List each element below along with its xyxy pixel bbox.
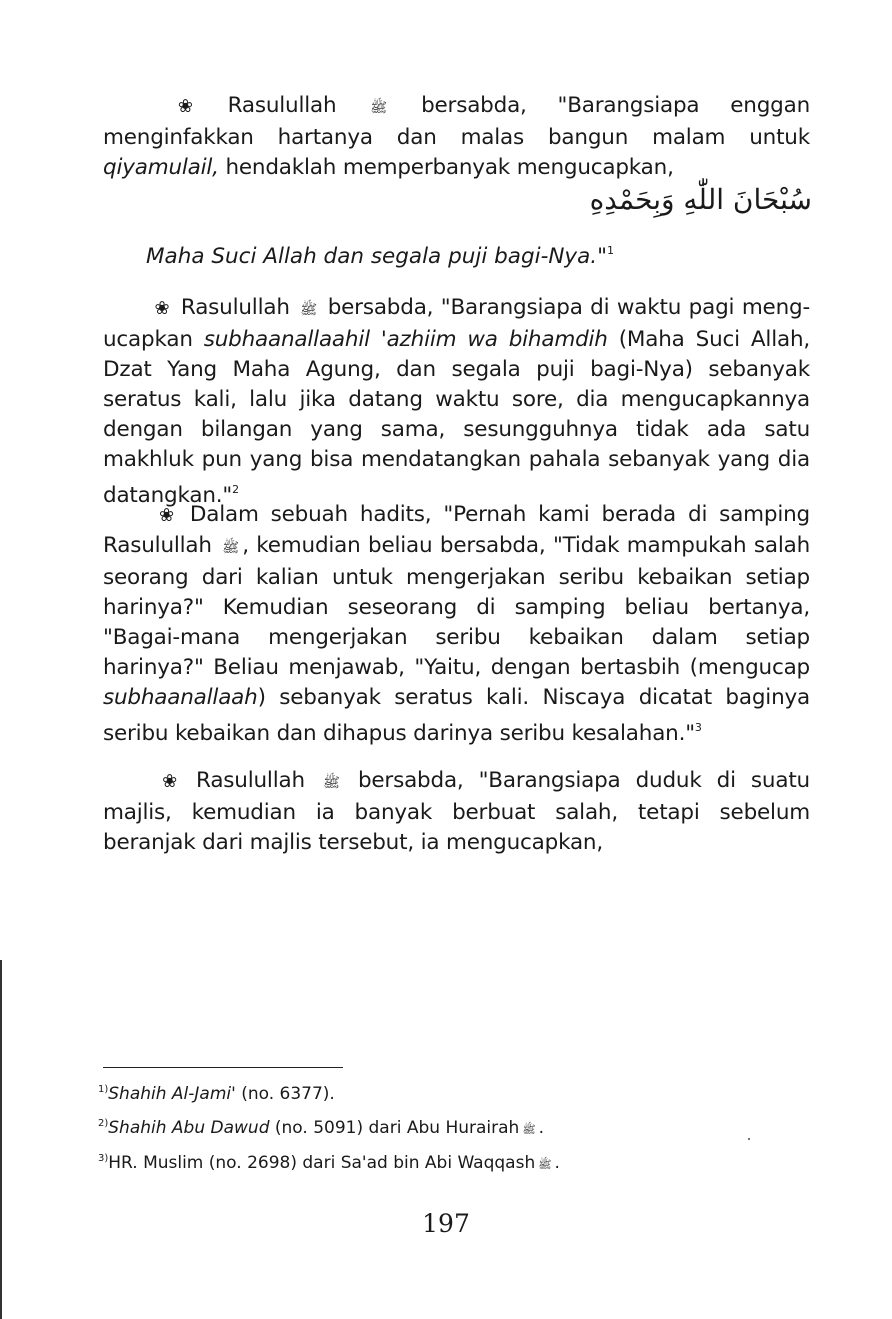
translation-line	[146, 244, 614, 269]
page-number: 197	[422, 1209, 470, 1238]
arabic-dhikr: سُبْحَانَ اللّٰهِ وَبِحَمْدِهِ	[589, 183, 812, 216]
paragraph-text: Rasulullah	[227, 93, 337, 118]
footnote-ref: 2	[232, 483, 239, 496]
salawat-honorific-icon: ﷺ	[322, 775, 340, 791]
italic-term: qiyamulail,	[103, 155, 219, 180]
salawat-honorific-icon: ﷺ	[370, 100, 388, 116]
footnote-text: .	[554, 1153, 560, 1173]
footnote-item	[98, 1144, 560, 1179]
paragraph-text: Rasulullah	[180, 295, 290, 320]
footnote-item	[98, 1109, 560, 1144]
paragraph-text: hendaklah memperbanyak mengucapkan,	[225, 155, 674, 180]
footnote-ref: 3	[694, 721, 702, 734]
paragraph-text: (Maha Suci Allah, Dzat Yang Maha Agung, dan segala puji bagi-Nya) sebanyak seratus kali, lalu jika datang waktu sore, dia mengucapkannya dengan bilangan yang sama, sesungguhnya tidak ada satu makhluk pun yang bisa mendatangkan pahala sebanyak yang dia datangkan."	[103, 327, 810, 508]
radhiyallahu-honorific-icon: ﷺ	[522, 1123, 536, 1136]
flower-ornament-icon: ❀	[177, 96, 193, 117]
paragraph-text: Dalam sebuah hadits, "Pernah kami berada di samping Rasulullah	[103, 502, 811, 558]
scan-edge-line	[0, 960, 2, 1319]
paragraph-text: Rasulullah	[196, 768, 305, 793]
paragraph-4	[103, 766, 810, 858]
paragraph-text: , kemudian beliau bersabda, "Tidak mampukah salah seorang dari kalian untuk mengerjakan seribu kebaikan setiap harinya?" Kemudian seseorang di samping beliau bertanya, "Bagai-mana mengerjakan seribu kebaikan dalam setiap harinya?" Beliau menjawab, "Yaitu, dengan bertasbih (mengucap	[103, 533, 810, 680]
footnote-number: 3)	[98, 1153, 109, 1164]
flower-ornament-icon: ❀	[154, 298, 170, 319]
footnote-text: (no. 5091) dari Abu Hurairah	[269, 1118, 520, 1138]
translation-text: Maha Suci Allah dan segala puji bagi-Nya."	[146, 244, 608, 269]
footnote-number: 1)	[98, 1084, 109, 1095]
footnote-item	[98, 1075, 560, 1109]
paragraph-1	[103, 91, 810, 183]
paragraph-3	[103, 500, 810, 749]
paragraph-text: bersabda, "Barangsiapa duduk di suatu majlis, kemudian ia banyak berbuat salah, tetapi sebelum beranjak dari majlis tersebut, ia mengucapkan,	[103, 768, 810, 855]
flower-ornament-icon: ❀	[162, 771, 177, 792]
flower-ornament-icon: ❀	[158, 505, 174, 526]
salawat-honorific-icon: ﷺ	[300, 302, 318, 318]
italic-term: subhaanallaah	[103, 685, 258, 710]
footnotes	[98, 1075, 560, 1179]
italic-term: subhaanallaahil 'azhiim wa bihamdih	[203, 327, 608, 352]
paragraph-text: bersabda, "Barangsiapa enggan menginfakkan hartanya dan malas bangun malam untuk	[103, 93, 810, 150]
footnote-divider	[103, 1067, 343, 1068]
paragraph-2	[103, 293, 810, 511]
footnote-number: 2)	[98, 1118, 109, 1129]
paragraph-text: ) sebanyak seratus kali. Niscaya dicatat baginya seribu kebaikan dan dihapus darinya seribu kesalahan."	[103, 685, 810, 746]
footnote-text: (no. 6377).	[235, 1084, 335, 1104]
footnote-text: HR. Muslim (no. 2698) dari Sa'ad bin Abi Waqqash	[108, 1153, 536, 1173]
paragraph-text: bersabda, "Barangsiapa di waktu pagi meng-ucapkan	[103, 295, 811, 352]
salawat-honorific-icon: ﷺ	[222, 540, 240, 556]
radhiyallahu-honorific-icon: ﷺ	[538, 1158, 552, 1171]
footnote-title: Shahih Al-Jami'	[108, 1084, 236, 1104]
scan-speck	[748, 1138, 750, 1140]
footnote-ref: 1	[607, 244, 615, 257]
footnote-text: .	[538, 1118, 545, 1138]
footnote-title: Shahih Abu Dawud	[108, 1118, 270, 1138]
